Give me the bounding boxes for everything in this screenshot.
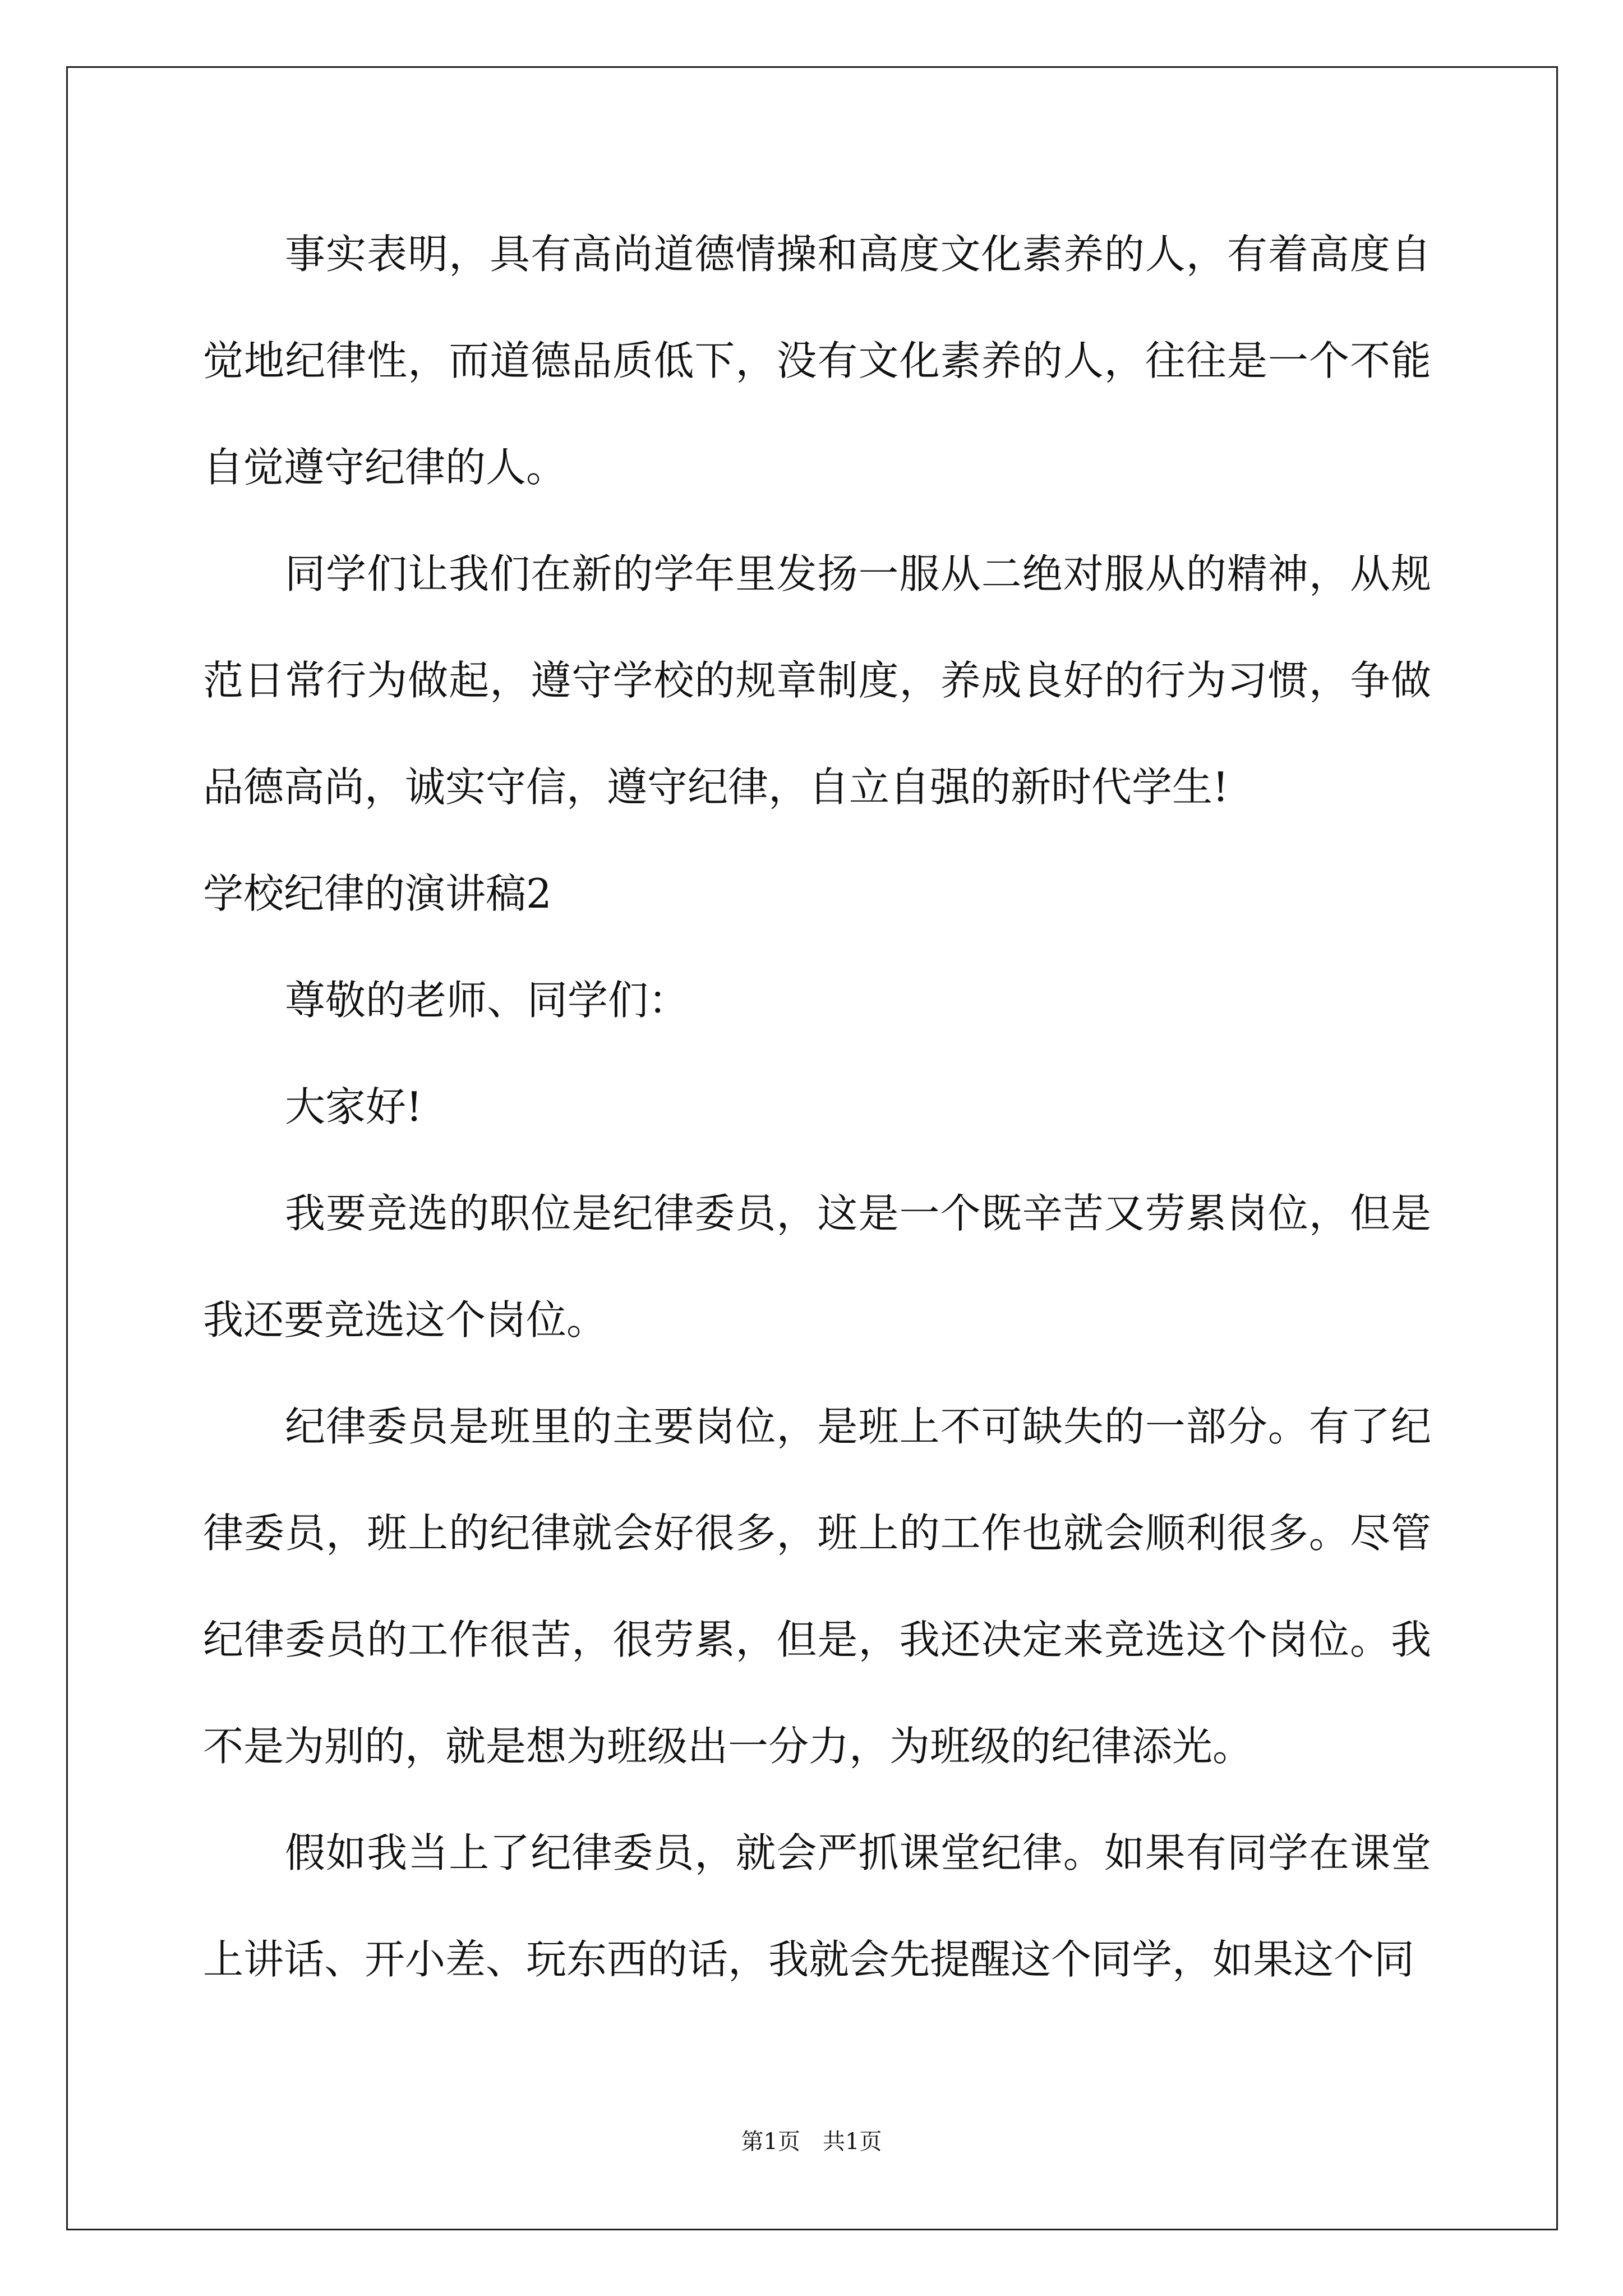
salutation: 尊敬的老师、同学们： [285, 977, 689, 1024]
paragraph-5: 假如我当上了纪律委员，就会严抓课堂纪律。如果有同学在课堂上讲话、开小差、玩东西的话，我就会先提醒这个同学，如果这个同 [203, 1829, 1431, 1983]
paragraph-1: 事实表明，具有高尚道德情操和高度文化素养的人，有着高度自觉地纪律性，而道德品质低下，没有文化素养的人，往往是一个不能自觉遵守纪律的人。 [203, 231, 1431, 491]
page-footer: 第1页 共1页 [741, 2129, 882, 2155]
section-title: 学校纪律的演讲稿2 [203, 870, 552, 917]
paragraph-2: 同学们让我们在新的学年里发扬一服从二绝对服从的精神，从规范日常行为做起，遵守学校的规章制度，养成良好的行为习惯，争做品德高尚，诚实守信，遵守纪律，自立自强的新时代学生! [203, 550, 1431, 811]
document-body [203, 201, 1431, 2013]
paragraph-4: 纪律委员是班里的主要岗位，是班上不可缺失的一部分。有了纪律委员，班上的纪律就会好很多，班上的工作也就会顺利很多。尽管纪律委员的工作很苦，很劳累，但是，我还决定来竞选这个岗位。我不是为别的，就是想为班级出一分力，为班级的纪律添光。 [203, 1403, 1431, 1770]
greeting: 大家好! [285, 1083, 422, 1130]
paragraph-3: 我要竞选的职位是纪律委员，这是一个既辛苦又劳累岗位，但是我还要竞选这个岗位。 [203, 1190, 1431, 1343]
